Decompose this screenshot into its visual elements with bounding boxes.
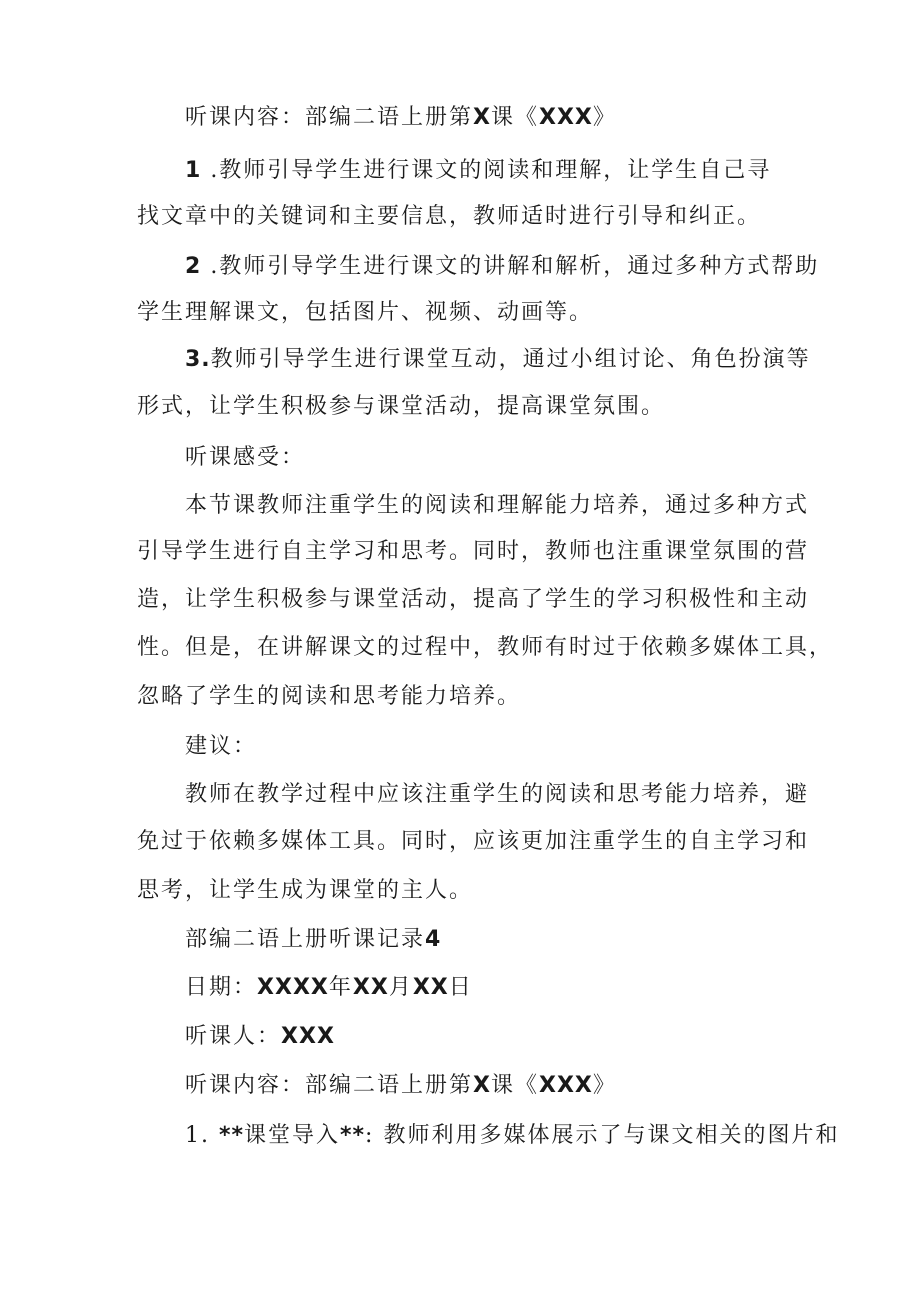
lesson-content-heading: 听课内容：部编二语上册第X课《XXX》 xyxy=(185,105,617,130)
date-line: 日期：XXXX年XX月XX日 xyxy=(185,975,473,1000)
feeling-line-5: 忽略了学生的阅读和思考能力培养。 xyxy=(137,684,522,709)
last-item-line: 1. **课堂导入**: 教师利用多媒体展示了与课文相关的图片和 xyxy=(185,1123,840,1148)
item-3-line-2: 形式，让学生积极参与课堂活动，提高课堂氛围。 xyxy=(137,394,666,419)
feeling-heading: 听课感受： xyxy=(185,445,306,470)
feeling-line-4: 性。但是，在讲解课文的过程中，教师有时过于依赖多媒体工具， xyxy=(137,635,834,660)
item-3-line-1: 3.教师引导学生进行课堂互动，通过小组讨论、角色扮演等 xyxy=(185,347,811,372)
record-title: 部编二语上册听课记录4 xyxy=(185,927,442,952)
item-2-line-1: 2 .教师引导学生进行课文的讲解和解析，通过多种方式帮助 xyxy=(185,254,820,279)
suggestion-heading: 建议： xyxy=(185,734,258,759)
feeling-line-2: 引导学生进行自主学习和思考。同时，教师也注重课堂氛围的营 xyxy=(137,539,810,564)
listener-line: 听课人：XXX xyxy=(185,1024,335,1049)
feeling-line-3: 造，让学生积极参与课堂活动，提高了学生的学习积极性和主动 xyxy=(137,587,810,612)
lesson-content-heading-2: 听课内容：部编二语上册第X课《XXX》 xyxy=(185,1073,617,1098)
suggestion-line-3: 思考，让学生成为课堂的主人。 xyxy=(137,878,474,903)
suggestion-line-2: 免过于依赖多媒体工具。同时，应该更加注重学生的自主学习和 xyxy=(137,829,810,854)
item-2-line-2: 学生理解课文，包括图片、视频、动画等。 xyxy=(137,300,594,325)
item-1-line-2: 找文章中的关键词和主要信息，教师适时进行引导和纠正。 xyxy=(137,204,762,229)
item-1-line-1: 1 .教师引导学生进行课文的阅读和理解，让学生自己寻 xyxy=(185,158,772,183)
suggestion-line-1: 教师在教学过程中应该注重学生的阅读和思考能力培养，避 xyxy=(185,782,810,807)
feeling-line-1: 本节课教师注重学生的阅读和理解能力培养，通过多种方式 xyxy=(185,493,810,518)
